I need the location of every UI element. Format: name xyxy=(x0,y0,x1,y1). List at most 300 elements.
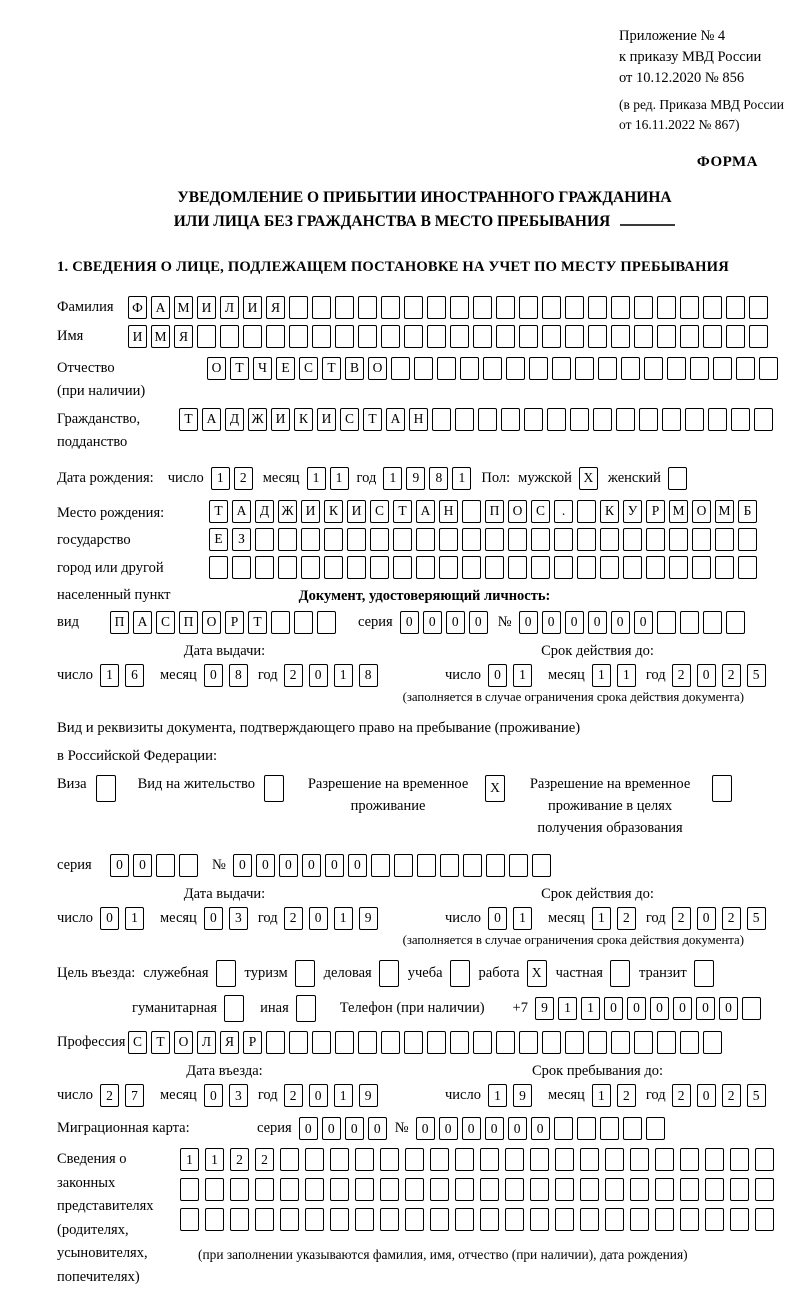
char-cell xyxy=(593,408,612,431)
char-cell: С xyxy=(531,500,550,523)
section1-heading: 1. СВЕДЕНИЯ О ЛИЦЕ, ПОДЛЕЖАЩЕМ ПОСТАНОВКЕ НА УЧЕТ ПО МЕСТУ ПРЕБЫВАНИЯ xyxy=(57,259,729,276)
char-cell: 2 xyxy=(255,1148,274,1171)
profession-label: Профессия xyxy=(57,1033,126,1050)
char-cell xyxy=(598,357,617,380)
char-cell xyxy=(634,296,653,319)
char-cell: 0 xyxy=(627,997,646,1020)
char-cell xyxy=(577,500,596,523)
char-cell: 0 xyxy=(368,1117,387,1140)
appendix-header xyxy=(619,26,792,89)
birth-place-cells xyxy=(209,500,757,579)
char-cell xyxy=(623,556,642,579)
char-cell xyxy=(266,1031,285,1054)
char-cell: 0 xyxy=(488,907,507,930)
char-cell xyxy=(736,357,755,380)
char-cell xyxy=(473,325,492,348)
char-cell: 8 xyxy=(229,664,248,687)
char-cell xyxy=(371,854,390,877)
char-cell: Т xyxy=(322,357,341,380)
char-cell: Д xyxy=(255,500,274,523)
char-cell: 1 xyxy=(180,1148,199,1171)
appendix-line: от 10.12.2020 № 856 xyxy=(619,70,745,87)
purpose-official-label: служебная xyxy=(143,964,209,981)
char-cell: 1 xyxy=(205,1148,224,1171)
char-cell xyxy=(296,995,316,1022)
char-cell xyxy=(312,1031,331,1054)
char-cell xyxy=(289,296,308,319)
char-cell xyxy=(394,854,413,877)
char-cell xyxy=(347,556,366,579)
char-cell: А xyxy=(416,500,435,523)
char-cell xyxy=(588,296,607,319)
char-cell: 9 xyxy=(535,997,554,1020)
option-visa-checkbox xyxy=(96,775,116,802)
char-cell xyxy=(404,296,423,319)
char-cell xyxy=(289,1031,308,1054)
char-cell xyxy=(623,528,642,551)
residence-issue-heading: Дата выдачи: xyxy=(183,885,266,902)
char-cell xyxy=(437,357,456,380)
residence-issue-month-cells xyxy=(204,907,248,930)
entry-month-cells xyxy=(204,1084,248,1107)
char-cell xyxy=(324,556,343,579)
month-label: месяц xyxy=(159,1087,197,1104)
char-cell xyxy=(600,528,619,551)
char-cell: И xyxy=(128,325,147,348)
char-cell xyxy=(462,556,481,579)
char-cell xyxy=(220,325,239,348)
identity-doc-type-cells xyxy=(110,611,336,634)
birth-date-label: Дата рождения: xyxy=(57,469,154,486)
char-cell xyxy=(694,960,714,987)
identity-valid-year-cells xyxy=(672,664,766,687)
residence-doc-options xyxy=(57,773,792,840)
char-cell xyxy=(692,556,711,579)
char-cell: 0 xyxy=(345,1117,364,1140)
char-cell xyxy=(731,408,750,431)
char-cell xyxy=(532,854,551,877)
char-cell xyxy=(232,556,251,579)
legal-representatives-labels xyxy=(57,1148,180,1289)
citizenship-label xyxy=(57,408,179,455)
char-cell: 2 xyxy=(722,664,741,687)
char-cell: 1 xyxy=(581,997,600,1020)
char-cell: 0 xyxy=(519,611,538,634)
char-cell: 0 xyxy=(302,854,321,877)
birth-place-label-line1: Место рождения: xyxy=(57,504,165,521)
char-cell xyxy=(680,1031,699,1054)
char-cell xyxy=(646,556,665,579)
char-cell xyxy=(230,1208,249,1231)
char-cell xyxy=(462,528,481,551)
name-row xyxy=(57,325,792,348)
char-cell: 0 xyxy=(309,664,328,687)
char-cell xyxy=(393,528,412,551)
option-temp-residence-education xyxy=(517,773,732,840)
char-cell xyxy=(380,1208,399,1231)
char-cell: К xyxy=(600,500,619,523)
char-cell: С xyxy=(370,500,389,523)
char-cell xyxy=(712,775,732,802)
char-cell: О xyxy=(174,1031,193,1054)
char-cell: 0 xyxy=(542,611,561,634)
option-temp-residence-label: Разрешение на временное проживание xyxy=(307,775,469,815)
visit-purpose-label: Цель въезда: xyxy=(57,964,136,981)
char-cell xyxy=(294,611,313,634)
char-cell: 2 xyxy=(672,907,691,930)
char-cell xyxy=(755,1178,774,1201)
char-cell: 0 xyxy=(100,907,119,930)
char-cell xyxy=(404,325,423,348)
char-cell xyxy=(611,1031,630,1054)
char-cell xyxy=(680,611,699,634)
day-label: число xyxy=(57,909,93,926)
identity-doc-heading: Документ, удостоверяющий личность: xyxy=(298,587,551,604)
char-cell xyxy=(427,1031,446,1054)
char-cell xyxy=(505,1208,524,1231)
char-cell xyxy=(531,556,550,579)
char-cell xyxy=(381,296,400,319)
char-cell xyxy=(703,611,722,634)
migration-card-row xyxy=(57,1117,792,1140)
char-cell xyxy=(455,1208,474,1231)
residence-issue-line xyxy=(57,907,445,930)
char-cell: А xyxy=(232,500,251,523)
residence-doc-number-cells xyxy=(233,854,551,877)
char-cell xyxy=(555,1148,574,1171)
char-cell: Е xyxy=(276,357,295,380)
char-cell: 2 xyxy=(230,1148,249,1171)
residence-doc-number-label: № xyxy=(212,856,226,873)
legal-label-line3: представителях xyxy=(57,1198,154,1215)
char-cell: 0 xyxy=(416,1117,435,1140)
char-cell xyxy=(611,325,630,348)
char-cell xyxy=(416,556,435,579)
option-residence-permit xyxy=(138,773,284,802)
char-cell xyxy=(505,1148,524,1171)
patronymic-label-line2: (при наличии) xyxy=(57,383,146,400)
char-cell: 1 xyxy=(513,664,532,687)
char-cell: Я xyxy=(266,296,285,319)
day-label: число xyxy=(167,469,204,486)
char-cell xyxy=(317,611,336,634)
char-cell xyxy=(358,325,377,348)
char-cell xyxy=(580,1178,599,1201)
char-cell xyxy=(271,611,290,634)
visit-purpose-row2 xyxy=(132,995,792,1022)
char-cell xyxy=(216,960,236,987)
migration-card-number-cells xyxy=(416,1117,665,1140)
identity-doc-note: (заполняется в случае ограничения срока действия документа) xyxy=(402,689,744,704)
char-cell xyxy=(280,1178,299,1201)
char-cell: 5 xyxy=(747,664,766,687)
char-cell xyxy=(669,556,688,579)
char-cell: 0 xyxy=(348,854,367,877)
char-cell xyxy=(330,1208,349,1231)
char-cell xyxy=(393,556,412,579)
char-cell xyxy=(680,1148,699,1171)
identity-valid-month-cells xyxy=(592,664,636,687)
purpose-business-label: деловая xyxy=(323,964,372,981)
char-cell xyxy=(749,325,768,348)
residence-valid-month-cells xyxy=(592,907,636,930)
day-label: число xyxy=(57,1087,93,1104)
char-cell xyxy=(289,325,308,348)
char-cell xyxy=(209,556,228,579)
purpose-tourism-checkbox xyxy=(295,960,315,987)
char-cell: Ч xyxy=(253,357,272,380)
char-cell xyxy=(485,556,504,579)
char-cell xyxy=(427,325,446,348)
sex-male-checkbox xyxy=(579,467,598,490)
identity-doc-type-label: вид xyxy=(57,613,79,630)
char-cell xyxy=(347,528,366,551)
birth-year-cells xyxy=(383,467,471,490)
char-cell xyxy=(644,357,663,380)
char-cell xyxy=(577,556,596,579)
char-cell xyxy=(96,775,116,802)
birth-place-row2 xyxy=(209,528,757,551)
char-cell: 8 xyxy=(429,467,448,490)
char-cell: 5 xyxy=(747,907,766,930)
char-cell xyxy=(703,325,722,348)
char-cell xyxy=(264,775,284,802)
year-label: год xyxy=(645,666,666,683)
surname-label: Фамилия xyxy=(57,299,114,316)
char-cell xyxy=(588,1031,607,1054)
char-cell: 1 xyxy=(307,467,326,490)
year-label: год xyxy=(257,1087,278,1104)
char-cell xyxy=(335,296,354,319)
char-cell: . xyxy=(554,500,573,523)
day-label: число xyxy=(445,1087,481,1104)
char-cell xyxy=(280,1208,299,1231)
char-cell: А xyxy=(133,611,152,634)
char-cell xyxy=(370,556,389,579)
char-cell xyxy=(547,408,566,431)
option-visa xyxy=(57,773,116,802)
residence-valid-heading: Срок действия до: xyxy=(541,885,654,902)
legal-representatives-cells xyxy=(180,1148,774,1263)
option-temp-residence-education-checkbox xyxy=(712,775,732,802)
char-cell: 1 xyxy=(617,664,636,687)
char-cell: П xyxy=(179,611,198,634)
char-cell xyxy=(156,854,175,877)
char-cell xyxy=(460,357,479,380)
purpose-official-checkbox xyxy=(216,960,236,987)
char-cell: К xyxy=(294,408,313,431)
char-cell xyxy=(570,408,589,431)
option-residence-permit-checkbox xyxy=(264,775,284,802)
identity-doc-dates xyxy=(57,643,792,687)
entry-day-cells xyxy=(100,1084,144,1107)
char-cell: 2 xyxy=(234,467,253,490)
char-cell xyxy=(669,528,688,551)
legal-label-line5: усыновителях, xyxy=(57,1245,148,1262)
char-cell: И xyxy=(301,500,320,523)
char-cell: X xyxy=(579,467,598,490)
char-cell xyxy=(455,408,474,431)
name-label: Имя xyxy=(57,328,84,345)
char-cell xyxy=(680,1208,699,1231)
char-cell xyxy=(496,1031,515,1054)
identity-valid-date xyxy=(445,643,792,687)
char-cell: И xyxy=(317,408,336,431)
char-cell xyxy=(708,408,727,431)
identity-issue-line xyxy=(57,664,445,687)
char-cell: 0 xyxy=(650,997,669,1020)
char-cell xyxy=(703,296,722,319)
char-cell: А xyxy=(202,408,221,431)
month-label: месяц xyxy=(159,666,197,683)
legal-row3 xyxy=(180,1208,774,1231)
char-cell: И xyxy=(271,408,290,431)
char-cell xyxy=(381,1031,400,1054)
char-cell: 0 xyxy=(204,1084,223,1107)
char-cell: О xyxy=(202,611,221,634)
char-cell xyxy=(610,960,630,987)
char-cell xyxy=(455,1178,474,1201)
char-cell xyxy=(496,325,515,348)
char-cell: 2 xyxy=(284,907,303,930)
char-cell: 2 xyxy=(284,664,303,687)
char-cell xyxy=(580,1208,599,1231)
char-cell: 1 xyxy=(125,907,144,930)
citizenship-row xyxy=(57,408,792,455)
char-cell: А xyxy=(151,296,170,319)
char-cell xyxy=(295,960,315,987)
char-cell xyxy=(554,528,573,551)
char-cell: 0 xyxy=(531,1117,550,1140)
char-cell: 0 xyxy=(309,1084,328,1107)
char-cell: Л xyxy=(197,1031,216,1054)
char-cell xyxy=(450,325,469,348)
char-cell xyxy=(380,1178,399,1201)
purpose-work-checkbox xyxy=(527,960,547,987)
char-cell xyxy=(450,960,470,987)
option-visa-label: Виза xyxy=(57,775,87,792)
char-cell xyxy=(703,1031,722,1054)
char-cell xyxy=(430,1148,449,1171)
char-cell xyxy=(657,1031,676,1054)
profession-row xyxy=(57,1031,792,1054)
purpose-business-checkbox xyxy=(379,960,399,987)
char-cell xyxy=(577,528,596,551)
char-cell: 5 xyxy=(747,1084,766,1107)
char-cell xyxy=(462,500,481,523)
char-cell: 2 xyxy=(100,1084,119,1107)
purpose-humanitarian-label: гуманитарная xyxy=(132,999,218,1016)
stay-until-date xyxy=(445,1063,792,1107)
char-cell: 1 xyxy=(488,1084,507,1107)
stay-until-month-cells xyxy=(592,1084,636,1107)
char-cell: 1 xyxy=(452,467,471,490)
revision-line: от 16.11.2022 № 867) xyxy=(619,116,740,132)
char-cell: Я xyxy=(174,325,193,348)
char-cell xyxy=(416,528,435,551)
char-cell xyxy=(565,325,584,348)
char-cell xyxy=(324,528,343,551)
char-cell xyxy=(749,296,768,319)
char-cell xyxy=(530,1208,549,1231)
char-cell: 0 xyxy=(400,611,419,634)
char-cell: Т xyxy=(363,408,382,431)
migration-card-series-cells xyxy=(299,1117,387,1140)
char-cell xyxy=(657,325,676,348)
char-cell: О xyxy=(692,500,711,523)
char-cell xyxy=(473,296,492,319)
citizenship-cells xyxy=(179,408,773,431)
char-cell: П xyxy=(485,500,504,523)
year-label: год xyxy=(645,1087,666,1104)
char-cell: Р xyxy=(243,1031,262,1054)
char-cell: 0 xyxy=(588,611,607,634)
purpose-other-checkbox xyxy=(296,995,316,1022)
char-cell xyxy=(355,1208,374,1231)
char-cell xyxy=(726,325,745,348)
title-blank-line xyxy=(620,222,675,226)
revision-header xyxy=(619,95,792,134)
char-cell: У xyxy=(623,500,642,523)
char-cell xyxy=(255,556,274,579)
char-cell xyxy=(197,325,216,348)
char-cell xyxy=(680,1178,699,1201)
day-label: число xyxy=(445,666,481,683)
form-title-line2 xyxy=(57,210,792,234)
char-cell: М xyxy=(669,500,688,523)
residence-issue-day-cells xyxy=(100,907,144,930)
char-cell: 0 xyxy=(488,664,507,687)
identity-doc-number-label: № xyxy=(497,613,512,630)
char-cell xyxy=(480,1208,499,1231)
char-cell xyxy=(255,1208,274,1231)
char-cell xyxy=(355,1148,374,1171)
char-cell xyxy=(305,1208,324,1231)
char-cell xyxy=(605,1178,624,1201)
char-cell xyxy=(646,528,665,551)
purpose-work-label: работа xyxy=(478,964,520,981)
char-cell xyxy=(655,1148,674,1171)
char-cell xyxy=(179,854,198,877)
char-cell: З xyxy=(232,528,251,551)
char-cell xyxy=(575,357,594,380)
char-cell: X xyxy=(527,960,547,987)
char-cell xyxy=(705,1178,724,1201)
sex-label: Пол: xyxy=(481,469,511,486)
char-cell xyxy=(738,528,757,551)
birth-day-cells xyxy=(211,467,253,490)
char-cell xyxy=(657,296,676,319)
char-cell: 0 xyxy=(565,611,584,634)
month-label: месяц xyxy=(547,909,585,926)
legal-label-line6: попечителях) xyxy=(57,1268,140,1285)
legal-row2 xyxy=(180,1178,774,1201)
char-cell xyxy=(508,556,527,579)
residence-doc-intro xyxy=(57,715,792,771)
char-cell xyxy=(280,1148,299,1171)
char-cell: 1 xyxy=(558,997,577,1020)
char-cell: 0 xyxy=(110,854,129,877)
identity-issue-heading: Дата выдачи: xyxy=(183,642,266,659)
residence-valid-date xyxy=(445,886,792,930)
char-cell xyxy=(486,854,505,877)
char-cell: 0 xyxy=(204,907,223,930)
char-cell: 1 xyxy=(513,907,532,930)
char-cell xyxy=(404,1031,423,1054)
char-cell: 0 xyxy=(611,611,630,634)
char-cell: 1 xyxy=(334,907,353,930)
char-cell: М xyxy=(715,500,734,523)
